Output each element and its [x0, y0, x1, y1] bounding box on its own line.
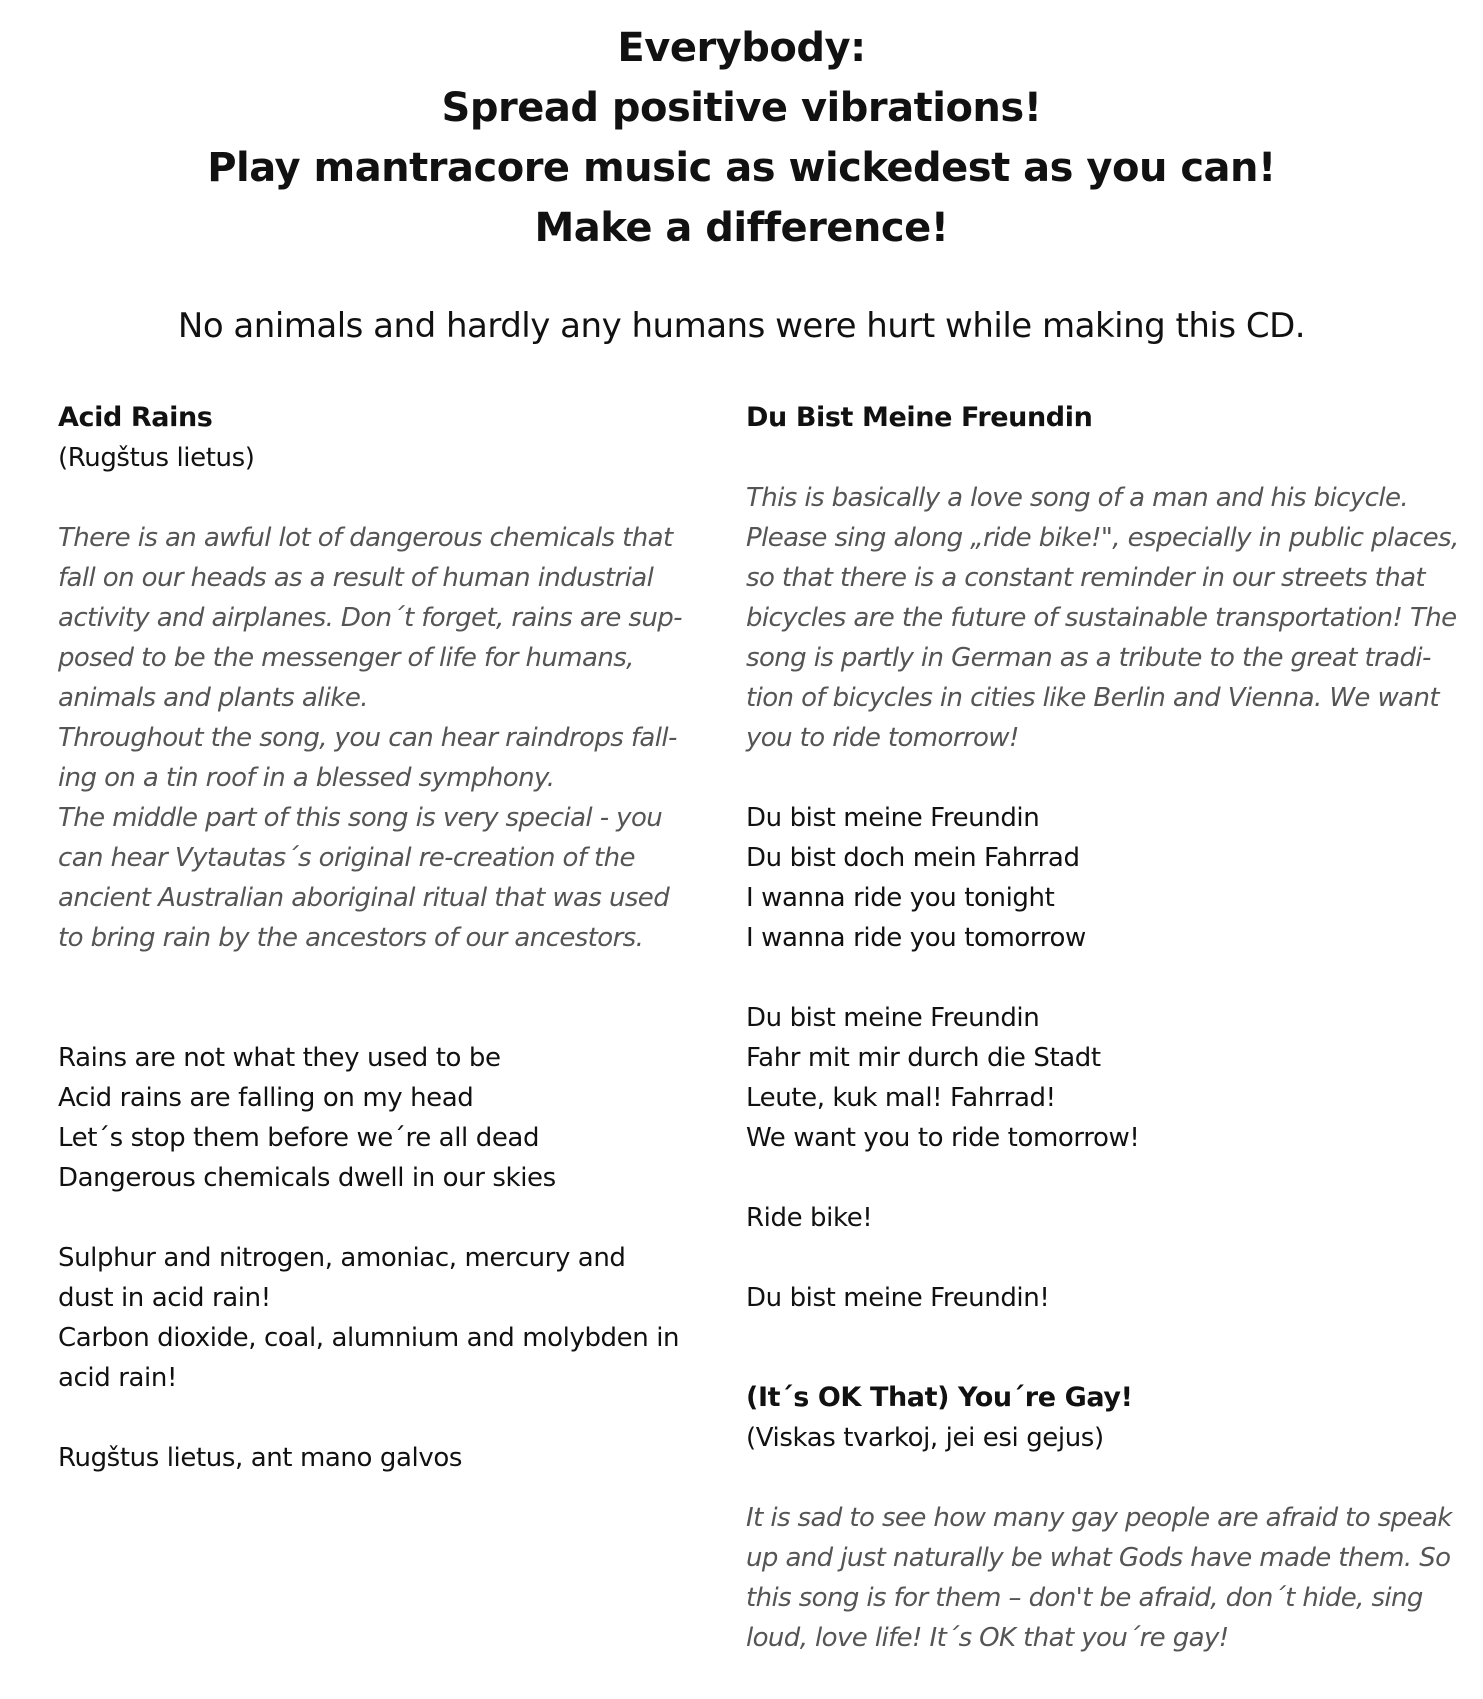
description-line: ing on a tin roof in a blessed symphony.	[58, 763, 555, 793]
lyric-line: Fahr mit mir durch die Stadt	[746, 1043, 1101, 1073]
lyrics-verse	[58, 1238, 688, 1398]
lyric-line: I wanna ride you tonight	[746, 883, 1055, 913]
lyric-line: Acid rains are falling on my head	[58, 1083, 474, 1113]
description-line: bicycles are the future of sustainable transportation! The	[746, 603, 1457, 633]
lyric-line: acid rain!	[58, 1363, 177, 1393]
lyrics-verse	[58, 1038, 688, 1198]
description-line: can hear Vytautas´s original re-creation of the	[58, 843, 635, 873]
description-line: Please sing along „ride bike!", especially in public places,	[746, 523, 1459, 553]
lyric-line: Du bist meine Freundin	[746, 1003, 1040, 1033]
description-line: you to ride tomorrow!	[746, 723, 1019, 753]
song-title-its-ok-youre-gay: (It´s OK That) You´re Gay!	[746, 1382, 1133, 1413]
left-column	[58, 398, 688, 1478]
description-line: so that there is a constant reminder in our streets that	[746, 563, 1426, 593]
headline-line: Spread positive vibrations!	[441, 85, 1042, 131]
description-line: song is partly in German as a tribute to the great tradi-	[746, 643, 1431, 673]
lyric-line: We want you to ride tomorrow!	[746, 1123, 1140, 1153]
lyric-line: I wanna ride you tomorrow	[746, 923, 1086, 953]
lyric-line: Leute, kuk mal! Fahrrad!	[746, 1083, 1056, 1113]
description-line: animals and plants alike.	[58, 683, 368, 713]
lyric-line: Carbon dioxide, coal, alumnium and molybden in	[58, 1323, 680, 1353]
song-subtitle: (Rugštus lietus)	[58, 443, 255, 473]
description-line: posed to be the messenger of life for humans,	[58, 643, 634, 673]
song-description	[746, 478, 1459, 758]
description-line: up and just naturally be what Gods have made them. So	[746, 1543, 1451, 1573]
description-line: tion of bicycles in cities like Berlin and Vienna. We want	[746, 683, 1439, 713]
lyric-line: Let´s stop them before we´re all dead	[58, 1123, 540, 1153]
lyric-line: Rugštus lietus, ant mano galvos	[58, 1443, 462, 1473]
lyrics-verse	[746, 798, 1446, 958]
song-title-acid-rains: Acid Rains	[58, 402, 213, 433]
description-line: ancient Australian aboriginal ritual that was used	[58, 883, 670, 913]
headline	[0, 18, 1483, 258]
lyric-line: dust in acid rain!	[58, 1283, 271, 1313]
lyric-line: Sulphur and nitrogen, amoniac, mercury and	[58, 1243, 626, 1273]
song-description	[58, 518, 688, 958]
song-title-du-bist-meine-freundin: Du Bist Meine Freundin	[746, 402, 1093, 433]
headline-line: Everybody:	[617, 25, 866, 71]
lyrics-verse	[746, 998, 1446, 1158]
song-subtitle: (Viskas tvarkoj, jei esi gejus)	[746, 1423, 1104, 1453]
description-line: There is an awful lot of dangerous chemicals that	[58, 523, 673, 553]
description-line: activity and airplanes. Don´t forget, rains are sup-	[58, 603, 682, 633]
description-line: this song is for them – don't be afraid, don´t hide, sing	[746, 1583, 1423, 1613]
lyric-line: Du bist meine Freundin!	[746, 1283, 1050, 1313]
headline-line: Play mantracore music as wickedest as you can!	[207, 145, 1276, 191]
lyric-line: Dangerous chemicals dwell in our skies	[58, 1163, 556, 1193]
lyric-line: Ride bike!	[746, 1203, 873, 1233]
description-line: loud, love life! It´s OK that you´re gay!	[746, 1623, 1229, 1653]
description-line: The middle part of this song is very special - you	[58, 803, 663, 833]
description-line: Throughout the song, you can hear raindrops fall-	[58, 723, 677, 753]
right-column	[746, 398, 1459, 1658]
description-line: This is basically a love song of a man and his bicycle.	[746, 483, 1409, 513]
description-line: to bring rain by the ancestors of our ancestors.	[58, 923, 644, 953]
lyric-line: Du bist doch mein Fahrrad	[746, 843, 1080, 873]
lyric-line: Rains are not what they used to be	[58, 1043, 501, 1073]
lyric-line: Du bist meine Freundin	[746, 803, 1040, 833]
description-line: It is sad to see how many gay people are afraid to speak	[746, 1503, 1452, 1533]
disclaimer: No animals and hardly any humans were hurt while making this CD.	[177, 306, 1306, 346]
headline-line: Make a difference!	[534, 205, 949, 251]
song-description	[746, 1498, 1452, 1658]
description-line: fall on our heads as a result of human industrial	[58, 563, 654, 593]
lyrics-verse	[58, 1438, 688, 1478]
